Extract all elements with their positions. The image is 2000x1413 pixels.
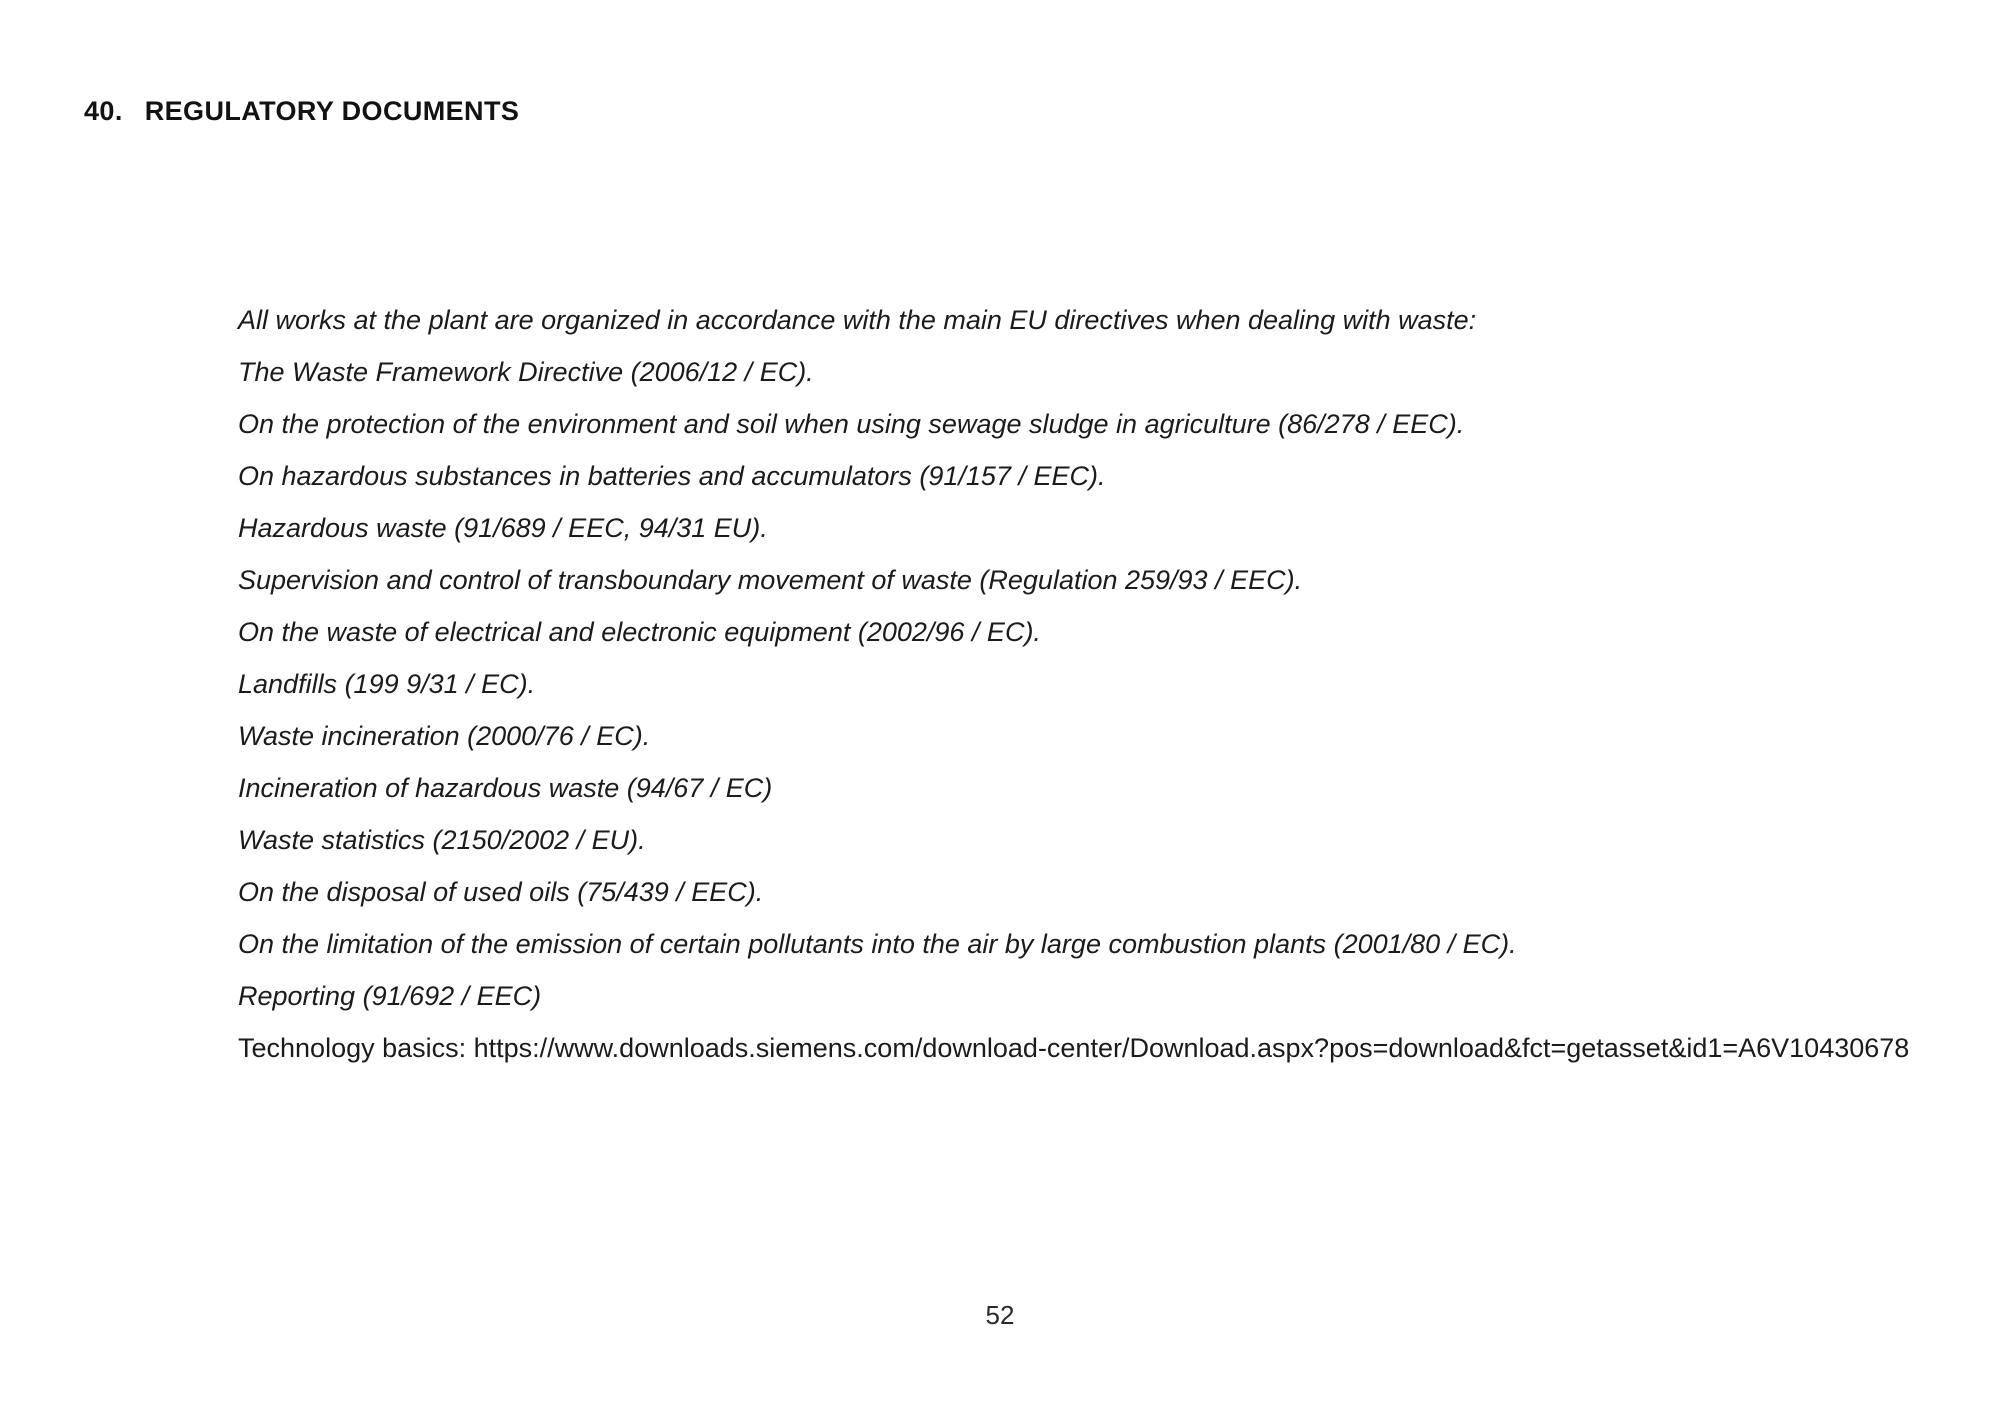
paragraph-line-directive-1: The Waste Framework Directive (2006/12 / EC). (238, 357, 814, 387)
body-text-block (238, 294, 1910, 1074)
paragraph-line-directive-7: Landfills (199 9/31 / EC). (238, 669, 536, 699)
paragraph-line-directive-2: On the protection of the environment and soil when using sewage sludge in agriculture (86/278 / EEC). (238, 409, 1465, 439)
paragraph-line-directive-13: Reporting (91/692 / EEC) (238, 981, 542, 1011)
section-heading (84, 96, 519, 127)
section-number: 40. (84, 96, 123, 126)
technology-basics-url-line: Technology basics: https://www.downloads.siemens.com/download-center/Download.aspx?pos=download&fct=getasset&id1=A6V10430678 (238, 1033, 1910, 1063)
paragraph-line-directive-5: Supervision and control of transboundary movement of waste (Regulation 259/93 / EEC). (238, 565, 1303, 595)
paragraph-line-directive-10: Waste statistics (2150/2002 / EU). (238, 825, 646, 855)
section-title: REGULATORY DOCUMENTS (144, 96, 520, 126)
page-number: 52 (985, 1300, 1015, 1330)
paragraph-line-directive-12: On the limitation of the emission of certain pollutants into the air by large combustion plants (2001/80 / EC). (238, 929, 1517, 959)
paragraph-line-directive-11: On the disposal of used oils (75/439 / EEC). (238, 877, 764, 907)
paragraph-line-directive-8: Waste incineration (2000/76 / EC). (238, 721, 651, 751)
paragraph-line-directive-3: On hazardous substances in batteries and accumulators (91/157 / EEC). (238, 461, 1106, 491)
paragraph-line-intro: All works at the plant are organized in accordance with the main EU directives when dealing with waste: (238, 305, 1477, 335)
paragraph-line-directive-6: On the waste of electrical and electronic equipment (2002/96 / EC). (238, 617, 1041, 647)
paragraph-line-directive-9: Incineration of hazardous waste (94/67 / EC) (238, 773, 773, 803)
paragraph-line-directive-4: Hazardous waste (91/689 / EEC, 94/31 EU). (238, 513, 768, 543)
